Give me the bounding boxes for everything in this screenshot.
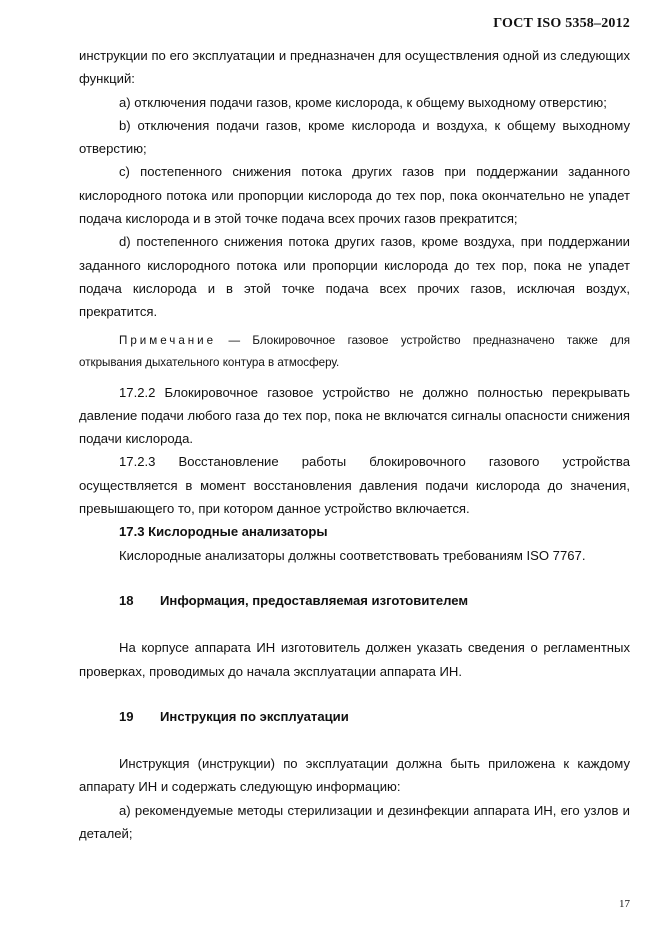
list-item-d: d) постепенного снижения потока других газов, кроме воздуха, при поддержании заданного кислородного потока или пропорции кислорода до тех пор, пока не упадет подача кислорода и в этой точке подача всех прочих газов, исключая воздух, прекратится. [79, 234, 630, 320]
section-18-text: На корпусе аппарата ИН изготовитель должен указать сведения о регламентных проверках, проводимых до начала эксплуатации аппарата ИН. [79, 640, 630, 679]
section-19-title: Инструкция по эксплуатации [160, 708, 349, 724]
section-18-title: Информация, предоставляемая изготовителем [160, 592, 469, 608]
section-19-item-a: a) рекомендуемые методы стерилизации и дезинфекции аппарата ИН, его узлов и деталей; [79, 802, 630, 842]
page-header: ГОСТ ISO 5358–2012 [493, 16, 630, 31]
note-label: Примечание [119, 333, 217, 347]
page-number: 17 [619, 898, 630, 910]
section-19-text: Инструкция (инструкции) по эксплуатации должна быть приложена к каждому аппарату ИН и содержать следующую информацию: [79, 756, 630, 795]
paragraph-continuation: инструкции по его эксплуатации и предназначен для осуществления одной из следующих функций: [79, 48, 630, 87]
subsection-17-3-text: Кислородные анализаторы должны соответствовать требованиям ISO 7767. [119, 547, 586, 563]
note-text: — Блокировочное газовое устройство предназначено также для открывания дыхательного контура в атмосферу. [79, 333, 630, 370]
note [79, 330, 630, 375]
subsection-17-3-title: 17.3 Кислородные анализаторы [119, 524, 328, 540]
section-18-number: 18 [119, 592, 134, 608]
list-item-b: b) отключения подачи газов, кроме кислорода и воздуха, к общему выходному отверстию; [79, 117, 630, 157]
section-19-number: 19 [119, 708, 134, 724]
page-body [79, 44, 630, 845]
clause-17-2-3: 17.2.3 Восстановление работы блокировочного газового устройства осуществляется в момент восстановления давления подачи кислорода до значения, превышающего то, при котором данное устройство включается. [79, 454, 630, 517]
clause-17-2-2: 17.2.2 Блокировочное газовое устройство не должно полностью перекрывать давление подачи любого газа до тех пор, пока не включатся сигналы опасности снижения подачи кислорода. [79, 384, 630, 447]
section-19-heading [79, 705, 630, 728]
section-18-heading [79, 589, 630, 612]
list-item-c: c) постепенного снижения потока других газов при поддержании заданного кислородного потока или пропорции кислорода до тех пор, пока окончательно не упадет подача кислорода и в этой точке подача всех прочих газов прекратится; [79, 164, 630, 227]
list-item-a: a) отключения подачи газов, кроме кислорода, к общему выходному отверстию; [119, 94, 607, 110]
